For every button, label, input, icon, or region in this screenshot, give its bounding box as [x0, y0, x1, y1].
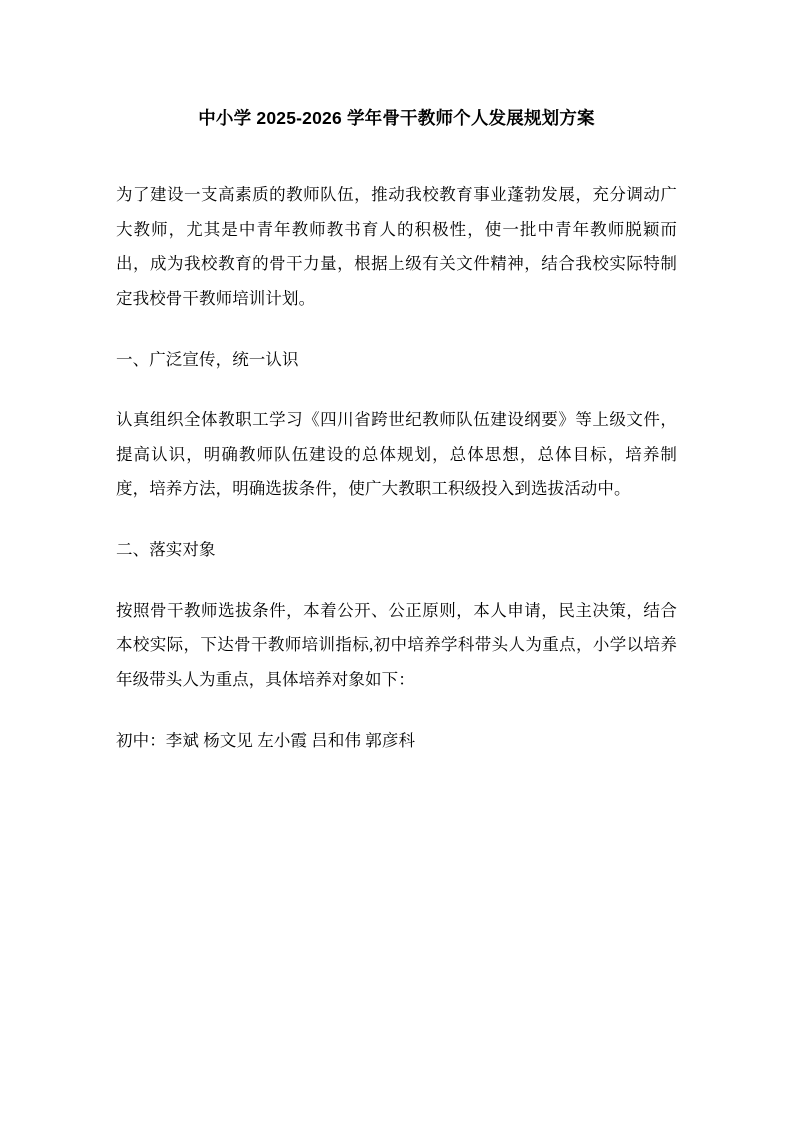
paragraph-section-one-body: 认真组织全体教职工学习《四川省跨世纪教师队伍建设纲要》等上级文件，提高认识，明确教师队伍建设的总体规划，总体思想，总体目标，培养制度，培养方法，明确选拔条件，使广大教职工积级投入到选拔活动中。: [116, 410, 677, 499]
paragraph-section-two-body: 按照骨干教师选拔条件，本着公开、公正原则，本人申请，民主决策，结合本校实际，下达骨干教师培训指标,初中培养学科带头人为重点，小学以培养年级带头人为重点，具体培养对象如下：: [116, 600, 677, 690]
section-heading-two: 二、落实对象: [116, 540, 216, 560]
paragraph-junior-high-list: 初中：李斌 杨文见 左小霞 吕和伟 郭彦科: [116, 730, 416, 750]
page-title: 中小学 2025-2026 学年骨干教师个人发展规划方案: [198, 108, 595, 128]
paragraph-intro: 为了建设一支高素质的教师队伍，推动我校教育事业蓬勃发展，充分调动广大教师，尤其是中青年教师教书育人的积极性，使一批中青年教师脱颖而出，成为我校教育的骨干力量，根据上级有关文件精神，结合我校实际特制定我校骨干教师培训计划。: [116, 185, 677, 308]
document-body: [116, 178, 677, 758]
section-heading-one: 一、广泛宣传，统一认识: [116, 349, 299, 369]
